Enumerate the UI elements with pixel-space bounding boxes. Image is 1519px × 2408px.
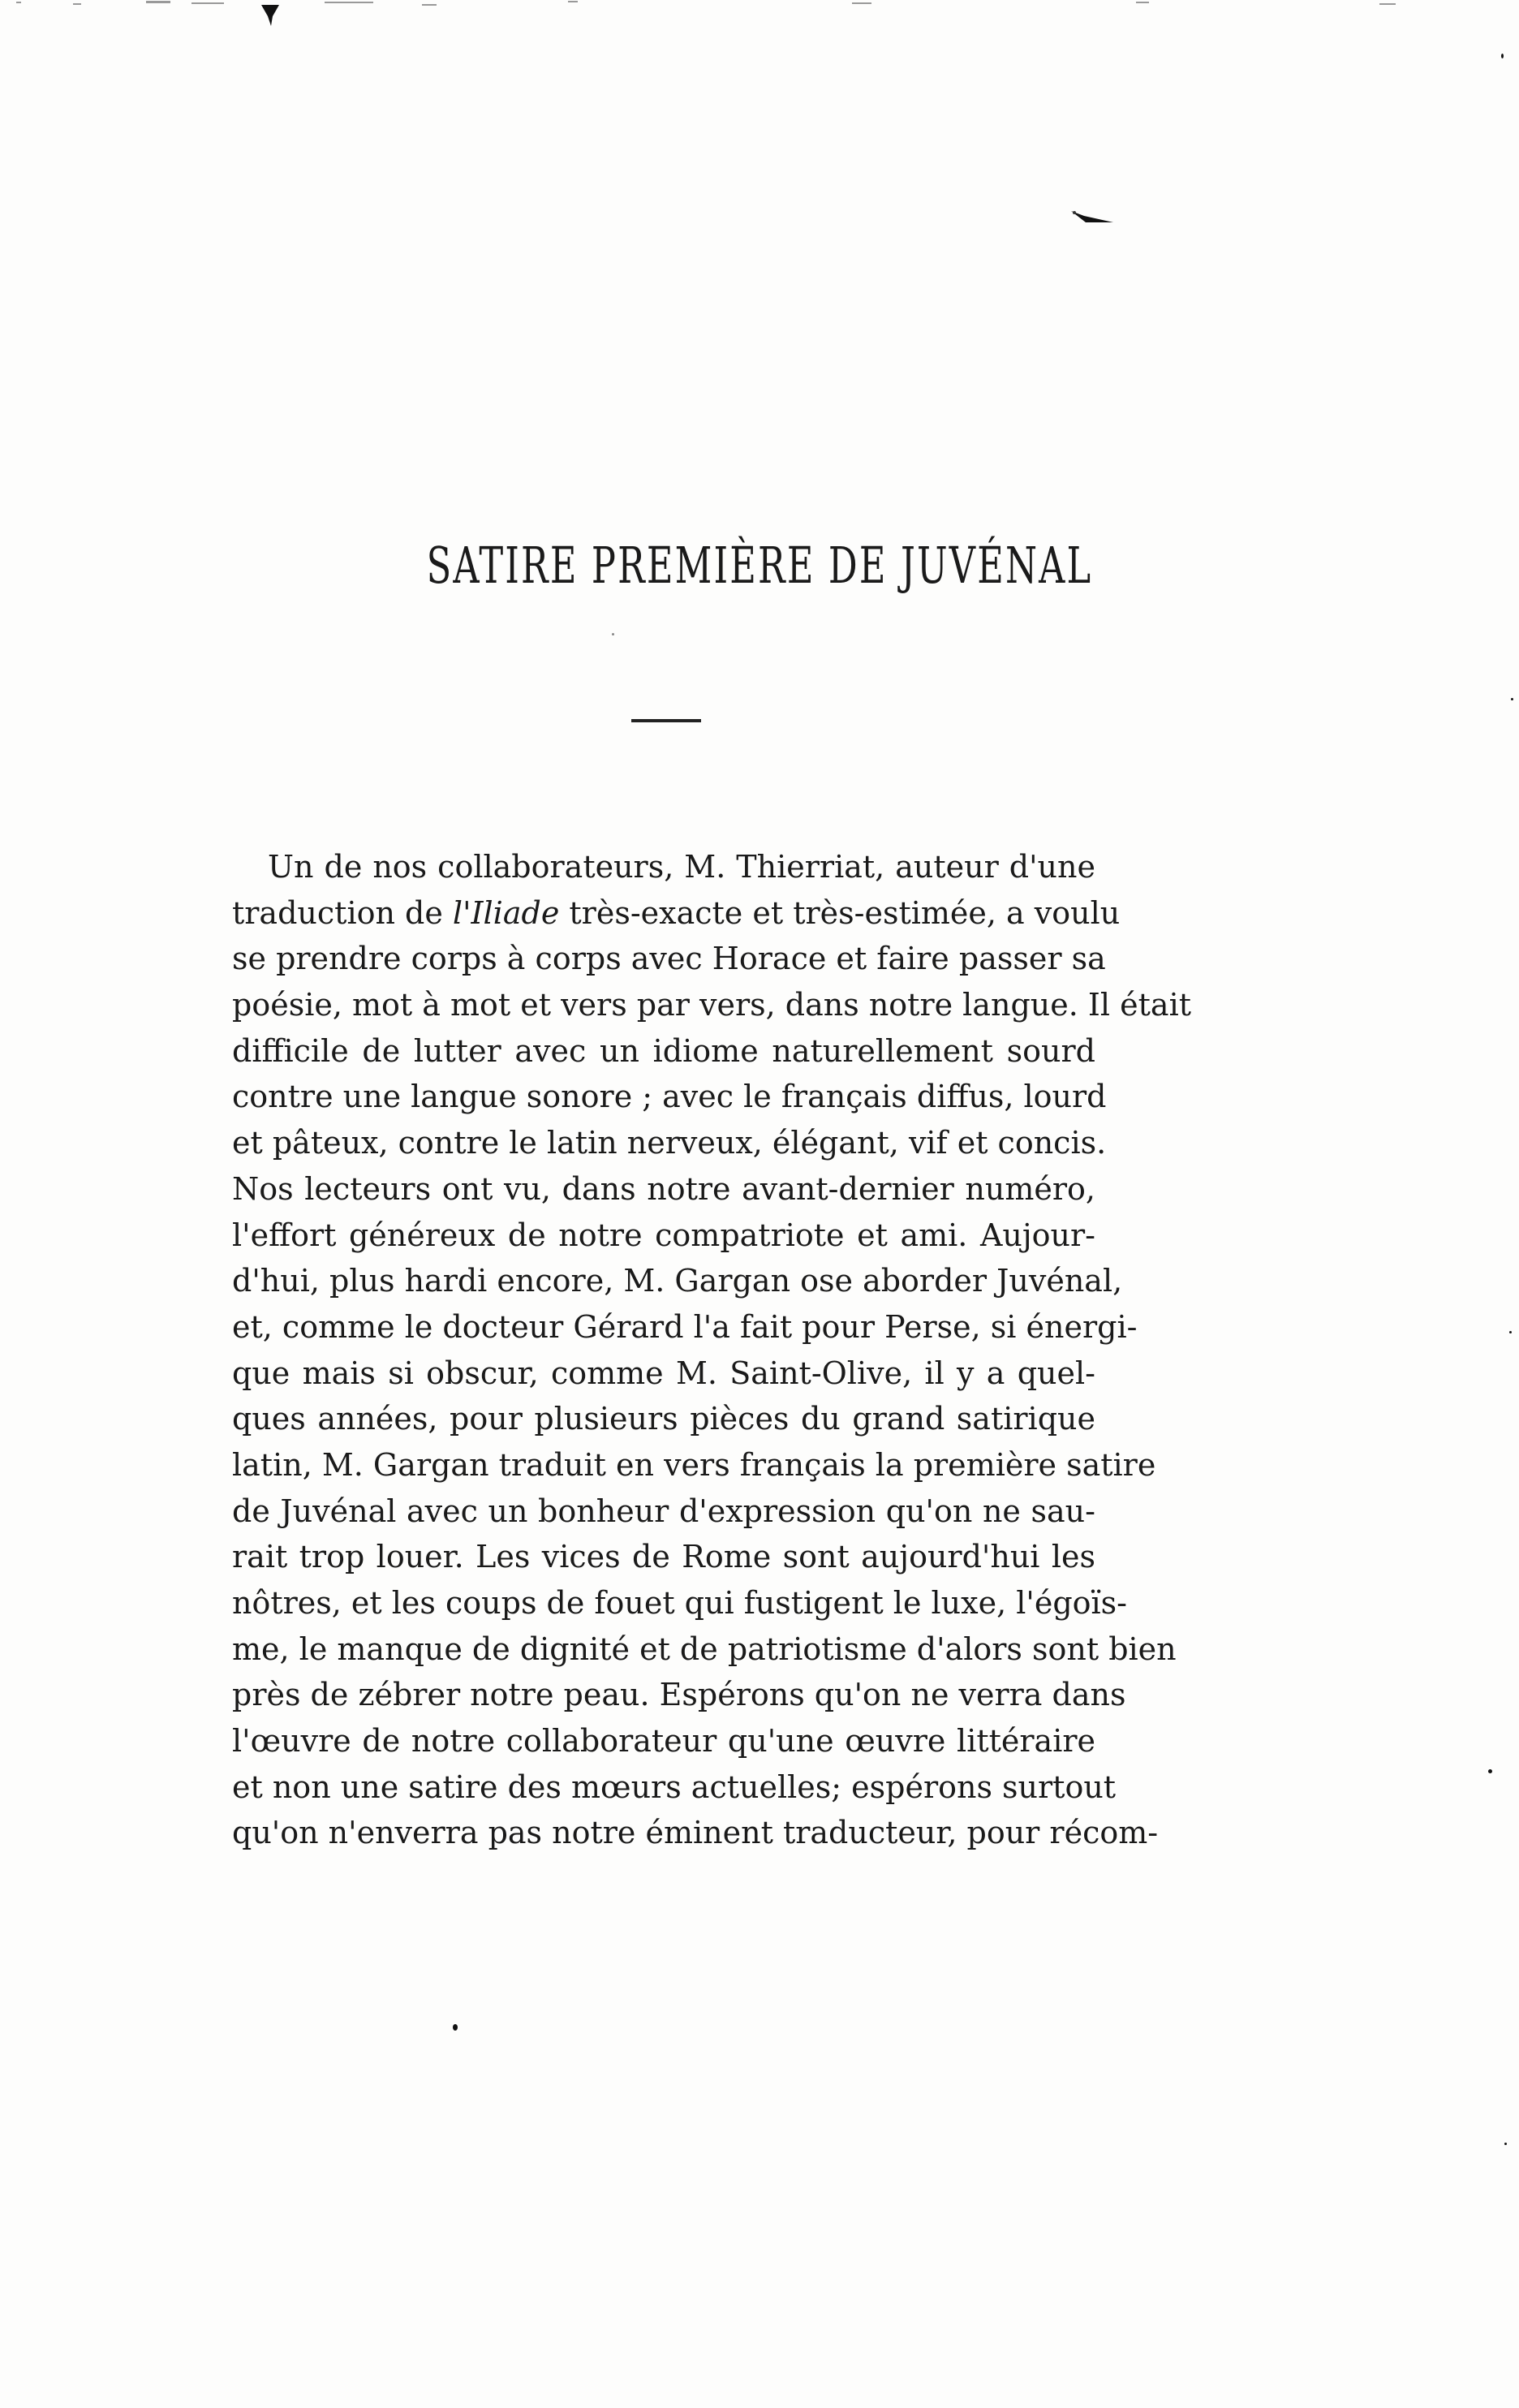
ink-speck (1488, 1769, 1492, 1773)
text-line: d'hui, plus hardi encore, M. Gargan ose aborder Juvénal, (232, 1263, 1123, 1299)
text-line: latin, M. Gargan traduit en vers français la première satire (232, 1446, 1156, 1483)
text-line: de Juvénal avec un bonheur d'expression qu'on ne sau- (232, 1493, 1095, 1529)
text-line: me, le manque de dignité et de patriotisme d'alors sont bien (232, 1630, 1177, 1667)
text-line: et pâteux, contre le latin nerveux, élégant, vif et concis. (232, 1125, 1107, 1161)
text-line: près de zébrer notre peau. Espérons qu'on ne verra dans (232, 1677, 1126, 1713)
text-line (232, 890, 1121, 937)
scan-edge-noise (0, 0, 1519, 11)
text-line: Un de nos collaborateurs, M. Thierriat, auteur d'une (268, 849, 1095, 885)
ink-speck (453, 2024, 458, 2031)
text-line: que mais si obscur, comme M. Saint-Olive, il y a quel- (232, 1355, 1095, 1391)
ink-speck (1504, 2143, 1507, 2145)
text-line: se prendre corps à corps avec Horace et faire passer sa (232, 941, 1106, 977)
page-title: SATIRE PREMIÈRE DE JUVÉNAL (426, 536, 1093, 595)
ink-speck (612, 633, 614, 635)
title-rule (631, 719, 701, 722)
text-line: difficile de lutter avec un idiome naturellement sourd (232, 1032, 1095, 1069)
text-line: contre une langue sonore ; avec le français diffus, lourd (232, 1079, 1107, 1115)
text-segment: très-exacte et très-estimée, a voulu (559, 894, 1121, 931)
ink-speck (1509, 1331, 1512, 1333)
text-line: qu'on n'enverra pas notre éminent traducteur, pour récom- (232, 1815, 1159, 1851)
scan-artifact-mark (1069, 208, 1115, 229)
text-segment: traduction de (232, 894, 453, 931)
text-line: l'effort généreux de notre compatriote et ami. Aujour- (232, 1217, 1095, 1253)
text-line: ques années, pour plusieurs pièces du grand satirique (232, 1401, 1095, 1437)
text-line: et non une satire des mœurs actuelles; espérons surtout (232, 1768, 1117, 1805)
ink-speck (1501, 54, 1504, 58)
text-line: Nos lecteurs ont vu, dans notre avant-dernier numéro, (232, 1170, 1095, 1207)
text-line: rait trop louer. Les vices de Rome sont aujourd'hui les (232, 1539, 1095, 1575)
text-line: poésie, mot à mot et vers par vers, dans notre langue. Il était (232, 987, 1191, 1023)
ink-speck (1511, 698, 1513, 700)
body-paragraph (232, 844, 1191, 1856)
italic-title: l'Iliade (452, 894, 560, 931)
text-line: l'œuvre de notre collaborateur qu'une œuvre littéraire (232, 1723, 1095, 1760)
scan-tab-mark (260, 3, 281, 28)
text-line: et, comme le docteur Gérard l'a fait pour Perse, si énergi- (232, 1308, 1138, 1345)
text-line: nôtres, et les coups de fouet qui fustigent le luxe, l'égoïs- (232, 1585, 1128, 1621)
